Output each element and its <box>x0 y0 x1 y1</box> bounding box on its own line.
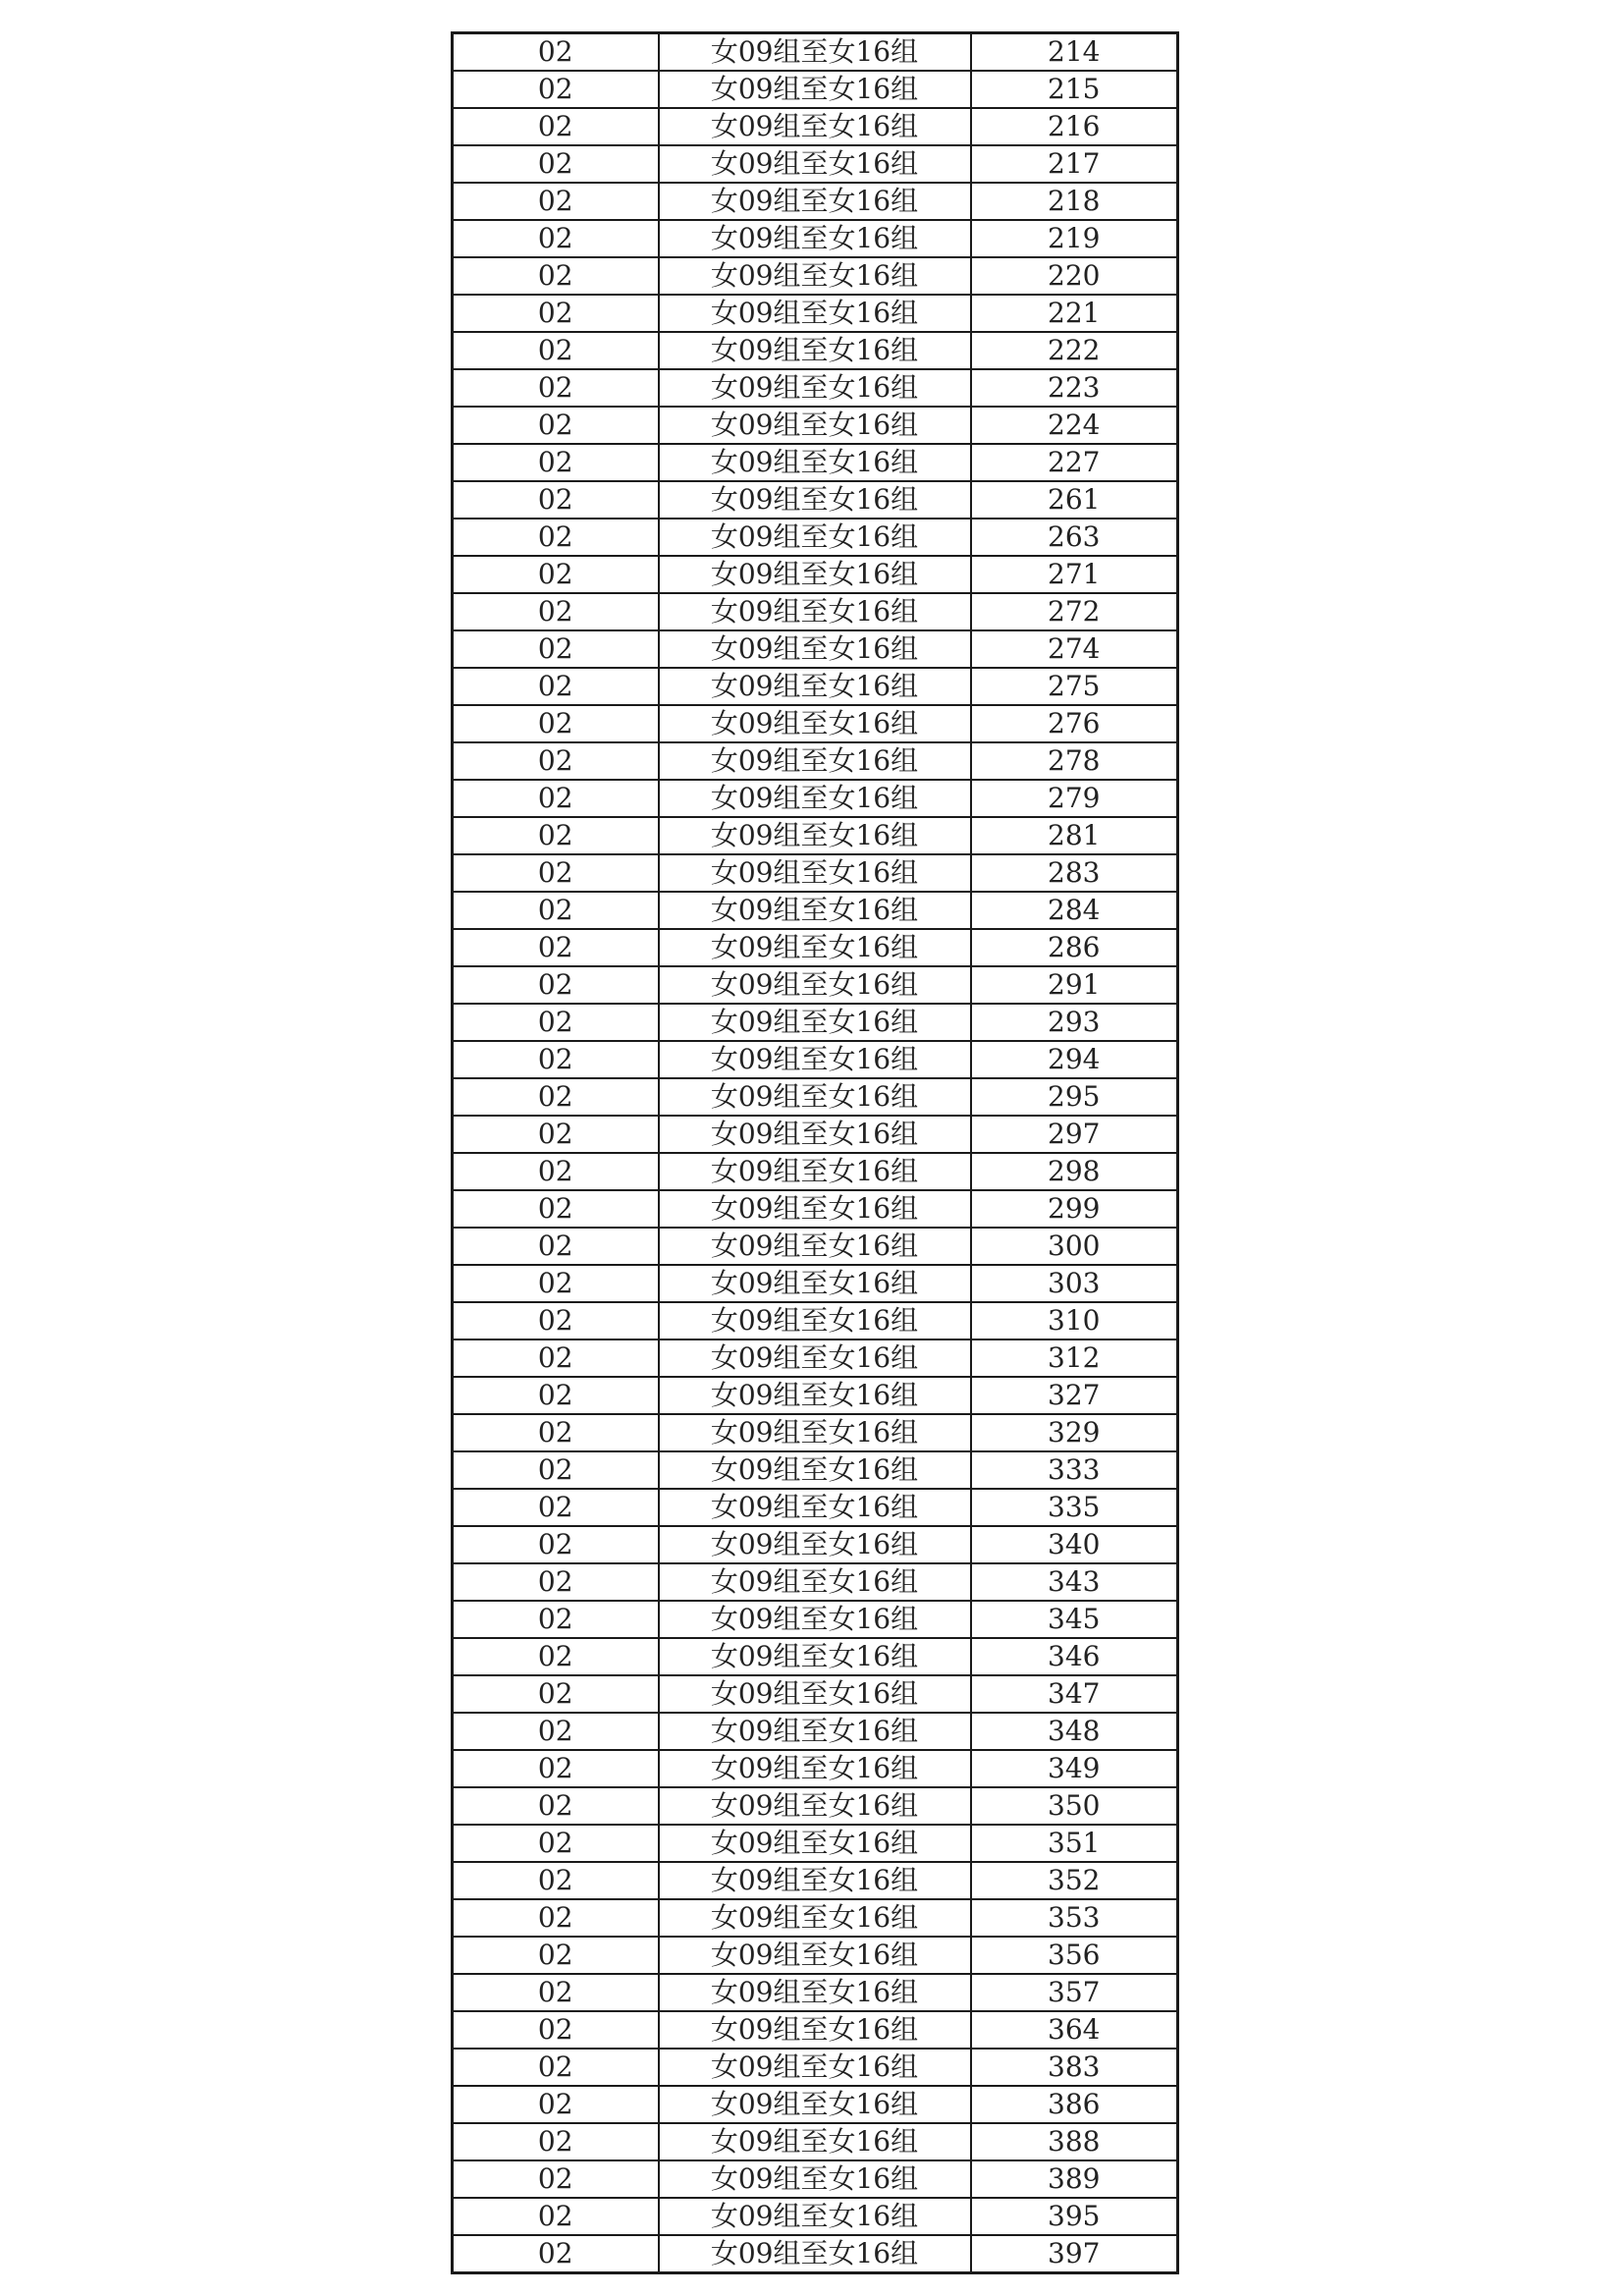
number-cell: 286 <box>971 929 1178 966</box>
group-code-cell: 02 <box>453 1713 659 1750</box>
group-range-cell: 女09组至女16组 <box>659 854 971 892</box>
table-row <box>453 519 1178 556</box>
group-code-cell: 02 <box>453 1228 659 1265</box>
group-range-cell: 女09组至女16组 <box>659 481 971 519</box>
table-row <box>453 1302 1178 1339</box>
number-cell: 383 <box>971 2049 1178 2086</box>
group-code-cell: 02 <box>453 2049 659 2086</box>
number-cell: 357 <box>971 1974 1178 2011</box>
table-row <box>453 1489 1178 1526</box>
table-row <box>453 1004 1178 1041</box>
group-code-cell: 02 <box>453 966 659 1004</box>
number-cell: 349 <box>971 1750 1178 1787</box>
number-cell: 224 <box>971 407 1178 444</box>
group-range-cell: 女09组至女16组 <box>659 1563 971 1601</box>
number-cell: 388 <box>971 2123 1178 2160</box>
group-code-cell: 02 <box>453 892 659 929</box>
table-row <box>453 1116 1178 1153</box>
group-code-cell: 02 <box>453 1116 659 1153</box>
number-cell: 345 <box>971 1601 1178 1638</box>
table-row <box>453 705 1178 742</box>
number-cell: 278 <box>971 742 1178 780</box>
table-row <box>453 1153 1178 1190</box>
table-row <box>453 2198 1178 2235</box>
group-code-cell: 02 <box>453 257 659 295</box>
table-row <box>453 556 1178 593</box>
group-range-cell: 女09组至女16组 <box>659 705 971 742</box>
number-cell: 218 <box>971 183 1178 220</box>
group-code-cell: 02 <box>453 1601 659 1638</box>
group-code-cell: 02 <box>453 444 659 481</box>
table-row <box>453 668 1178 705</box>
group-range-cell: 女09组至女16组 <box>659 1526 971 1563</box>
number-cell: 291 <box>971 966 1178 1004</box>
number-cell: 340 <box>971 1526 1178 1563</box>
table-body <box>453 33 1178 2273</box>
group-code-cell: 02 <box>453 929 659 966</box>
group-range-cell: 女09组至女16组 <box>659 33 971 72</box>
table-row <box>453 817 1178 854</box>
group-range-cell: 女09组至女16组 <box>659 1713 971 1750</box>
group-range-cell: 女09组至女16组 <box>659 1414 971 1451</box>
number-cell: 281 <box>971 817 1178 854</box>
number-cell: 215 <box>971 71 1178 108</box>
number-cell: 347 <box>971 1675 1178 1713</box>
group-range-cell: 女09组至女16组 <box>659 1190 971 1228</box>
number-cell: 312 <box>971 1339 1178 1377</box>
table-row <box>453 2123 1178 2160</box>
number-cell: 272 <box>971 593 1178 630</box>
number-cell: 351 <box>971 1825 1178 1862</box>
table-row <box>453 1862 1178 1899</box>
group-code-cell: 02 <box>453 1004 659 1041</box>
group-range-cell: 女09组至女16组 <box>659 108 971 145</box>
group-code-cell: 02 <box>453 1041 659 1078</box>
group-range-cell: 女09组至女16组 <box>659 2123 971 2160</box>
table-row <box>453 2086 1178 2123</box>
table-row <box>453 1228 1178 1265</box>
group-range-cell: 女09组至女16组 <box>659 630 971 668</box>
group-code-cell: 02 <box>453 1862 659 1899</box>
group-range-cell: 女09组至女16组 <box>659 556 971 593</box>
number-cell: 263 <box>971 519 1178 556</box>
group-range-cell: 女09组至女16组 <box>659 444 971 481</box>
table-row <box>453 369 1178 407</box>
group-range-cell: 女09组至女16组 <box>659 593 971 630</box>
table-row <box>453 966 1178 1004</box>
table-row <box>453 1265 1178 1302</box>
number-cell: 298 <box>971 1153 1178 1190</box>
number-cell: 348 <box>971 1713 1178 1750</box>
number-cell: 329 <box>971 1414 1178 1451</box>
group-range-cell: 女09组至女16组 <box>659 1974 971 2011</box>
group-range-cell: 女09组至女16组 <box>659 183 971 220</box>
number-cell: 327 <box>971 1377 1178 1414</box>
number-cell: 283 <box>971 854 1178 892</box>
data-table <box>451 31 1179 2274</box>
number-cell: 222 <box>971 332 1178 369</box>
group-range-cell: 女09组至女16组 <box>659 1601 971 1638</box>
number-cell: 350 <box>971 1787 1178 1825</box>
table-row <box>453 1377 1178 1414</box>
table-row <box>453 1974 1178 2011</box>
number-cell: 333 <box>971 1451 1178 1489</box>
group-range-cell: 女09组至女16组 <box>659 1339 971 1377</box>
group-range-cell: 女09组至女16组 <box>659 1787 971 1825</box>
group-code-cell: 02 <box>453 1526 659 1563</box>
group-code-cell: 02 <box>453 1489 659 1526</box>
group-code-cell: 02 <box>453 1451 659 1489</box>
group-code-cell: 02 <box>453 1190 659 1228</box>
group-code-cell: 02 <box>453 1638 659 1675</box>
number-cell: 297 <box>971 1116 1178 1153</box>
group-code-cell: 02 <box>453 145 659 183</box>
group-code-cell: 02 <box>453 2160 659 2198</box>
number-cell: 221 <box>971 295 1178 332</box>
group-code-cell: 02 <box>453 295 659 332</box>
table-row <box>453 2160 1178 2198</box>
table-row <box>453 2235 1178 2273</box>
group-range-cell: 女09组至女16组 <box>659 966 971 1004</box>
group-code-cell: 02 <box>453 1339 659 1377</box>
table-row <box>453 892 1178 929</box>
group-range-cell: 女09组至女16组 <box>659 220 971 257</box>
number-cell: 352 <box>971 1862 1178 1899</box>
group-code-cell: 02 <box>453 1414 659 1451</box>
group-code-cell: 02 <box>453 668 659 705</box>
group-code-cell: 02 <box>453 742 659 780</box>
number-cell: 274 <box>971 630 1178 668</box>
table-row <box>453 220 1178 257</box>
number-cell: 364 <box>971 2011 1178 2049</box>
table-row <box>453 407 1178 444</box>
table-row <box>453 71 1178 108</box>
group-code-cell: 02 <box>453 2011 659 2049</box>
number-cell: 346 <box>971 1638 1178 1675</box>
table-row <box>453 742 1178 780</box>
table-row <box>453 1750 1178 1787</box>
table-row <box>453 593 1178 630</box>
group-code-cell: 02 <box>453 1265 659 1302</box>
table-row <box>453 1638 1178 1675</box>
group-range-cell: 女09组至女16组 <box>659 1116 971 1153</box>
group-code-cell: 02 <box>453 1153 659 1190</box>
number-cell: 389 <box>971 2160 1178 2198</box>
group-code-cell: 02 <box>453 556 659 593</box>
number-cell: 356 <box>971 1937 1178 1974</box>
group-code-cell: 02 <box>453 1563 659 1601</box>
table-row <box>453 780 1178 817</box>
table-row <box>453 1078 1178 1116</box>
group-range-cell: 女09组至女16组 <box>659 817 971 854</box>
table-row <box>453 1675 1178 1713</box>
number-cell: 220 <box>971 257 1178 295</box>
table-row <box>453 1414 1178 1451</box>
number-cell: 303 <box>971 1265 1178 1302</box>
number-cell: 299 <box>971 1190 1178 1228</box>
table-row <box>453 481 1178 519</box>
group-range-cell: 女09组至女16组 <box>659 332 971 369</box>
group-code-cell: 02 <box>453 220 659 257</box>
group-range-cell: 女09组至女16组 <box>659 1041 971 1078</box>
table-row <box>453 1601 1178 1638</box>
group-range-cell: 女09组至女16组 <box>659 145 971 183</box>
group-code-cell: 02 <box>453 2235 659 2273</box>
table-row <box>453 145 1178 183</box>
group-code-cell: 02 <box>453 1825 659 1862</box>
group-code-cell: 02 <box>453 593 659 630</box>
number-cell: 335 <box>971 1489 1178 1526</box>
group-code-cell: 02 <box>453 1078 659 1116</box>
number-cell: 343 <box>971 1563 1178 1601</box>
number-cell: 310 <box>971 1302 1178 1339</box>
table-row <box>453 1899 1178 1937</box>
group-range-cell: 女09组至女16组 <box>659 2235 971 2273</box>
group-code-cell: 02 <box>453 1675 659 1713</box>
group-range-cell: 女09组至女16组 <box>659 1078 971 1116</box>
group-code-cell: 02 <box>453 1302 659 1339</box>
number-cell: 397 <box>971 2235 1178 2273</box>
group-code-cell: 02 <box>453 1974 659 2011</box>
group-range-cell: 女09组至女16组 <box>659 1265 971 1302</box>
group-code-cell: 02 <box>453 817 659 854</box>
number-cell: 386 <box>971 2086 1178 2123</box>
table-row <box>453 1563 1178 1601</box>
group-range-cell: 女09组至女16组 <box>659 1638 971 1675</box>
group-code-cell: 02 <box>453 854 659 892</box>
group-code-cell: 02 <box>453 1377 659 1414</box>
number-cell: 223 <box>971 369 1178 407</box>
number-cell: 219 <box>971 220 1178 257</box>
group-range-cell: 女09组至女16组 <box>659 1825 971 1862</box>
table-row <box>453 2049 1178 2086</box>
table-row <box>453 929 1178 966</box>
number-cell: 227 <box>971 444 1178 481</box>
group-range-cell: 女09组至女16组 <box>659 1937 971 1974</box>
table-row <box>453 1339 1178 1377</box>
group-range-cell: 女09组至女16组 <box>659 1862 971 1899</box>
group-code-cell: 02 <box>453 183 659 220</box>
number-cell: 275 <box>971 668 1178 705</box>
group-code-cell: 02 <box>453 332 659 369</box>
group-range-cell: 女09组至女16组 <box>659 257 971 295</box>
group-code-cell: 02 <box>453 1937 659 1974</box>
group-range-cell: 女09组至女16组 <box>659 742 971 780</box>
table-row <box>453 1825 1178 1862</box>
table-row <box>453 332 1178 369</box>
group-range-cell: 女09组至女16组 <box>659 295 971 332</box>
group-range-cell: 女09组至女16组 <box>659 2198 971 2235</box>
number-cell: 353 <box>971 1899 1178 1937</box>
table-row <box>453 33 1178 72</box>
group-range-cell: 女09组至女16组 <box>659 1153 971 1190</box>
group-code-cell: 02 <box>453 780 659 817</box>
group-range-cell: 女09组至女16组 <box>659 71 971 108</box>
table-row <box>453 854 1178 892</box>
number-cell: 284 <box>971 892 1178 929</box>
group-range-cell: 女09组至女16组 <box>659 1302 971 1339</box>
group-code-cell: 02 <box>453 519 659 556</box>
group-range-cell: 女09组至女16组 <box>659 1750 971 1787</box>
group-range-cell: 女09组至女16组 <box>659 519 971 556</box>
group-range-cell: 女09组至女16组 <box>659 407 971 444</box>
group-code-cell: 02 <box>453 33 659 72</box>
group-code-cell: 02 <box>453 2123 659 2160</box>
group-code-cell: 02 <box>453 705 659 742</box>
number-cell: 279 <box>971 780 1178 817</box>
group-range-cell: 女09组至女16组 <box>659 2160 971 2198</box>
group-range-cell: 女09组至女16组 <box>659 1899 971 1937</box>
group-range-cell: 女09组至女16组 <box>659 668 971 705</box>
group-code-cell: 02 <box>453 369 659 407</box>
group-range-cell: 女09组至女16组 <box>659 780 971 817</box>
group-range-cell: 女09组至女16组 <box>659 892 971 929</box>
table-row <box>453 630 1178 668</box>
table-row <box>453 444 1178 481</box>
number-cell: 395 <box>971 2198 1178 2235</box>
group-range-cell: 女09组至女16组 <box>659 929 971 966</box>
number-cell: 261 <box>971 481 1178 519</box>
number-cell: 217 <box>971 145 1178 183</box>
group-range-cell: 女09组至女16组 <box>659 2011 971 2049</box>
table-row <box>453 1937 1178 1974</box>
table-row <box>453 108 1178 145</box>
table-row <box>453 1787 1178 1825</box>
table-row <box>453 295 1178 332</box>
group-code-cell: 02 <box>453 481 659 519</box>
table-row <box>453 1190 1178 1228</box>
number-cell: 294 <box>971 1041 1178 1078</box>
number-cell: 300 <box>971 1228 1178 1265</box>
table-row <box>453 183 1178 220</box>
number-cell: 214 <box>971 33 1178 72</box>
group-code-cell: 02 <box>453 1750 659 1787</box>
number-cell: 276 <box>971 705 1178 742</box>
group-range-cell: 女09组至女16组 <box>659 1489 971 1526</box>
group-range-cell: 女09组至女16组 <box>659 2086 971 2123</box>
table-row <box>453 1451 1178 1489</box>
group-code-cell: 02 <box>453 2086 659 2123</box>
group-range-cell: 女09组至女16组 <box>659 2049 971 2086</box>
table-row <box>453 257 1178 295</box>
group-code-cell: 02 <box>453 2198 659 2235</box>
group-code-cell: 02 <box>453 630 659 668</box>
group-code-cell: 02 <box>453 1787 659 1825</box>
number-cell: 293 <box>971 1004 1178 1041</box>
table-row <box>453 1526 1178 1563</box>
number-cell: 295 <box>971 1078 1178 1116</box>
group-range-cell: 女09组至女16组 <box>659 1675 971 1713</box>
number-cell: 216 <box>971 108 1178 145</box>
table-row <box>453 1713 1178 1750</box>
group-range-cell: 女09组至女16组 <box>659 1451 971 1489</box>
group-range-cell: 女09组至女16组 <box>659 1377 971 1414</box>
group-range-cell: 女09组至女16组 <box>659 369 971 407</box>
group-code-cell: 02 <box>453 71 659 108</box>
group-range-cell: 女09组至女16组 <box>659 1228 971 1265</box>
group-range-cell: 女09组至女16组 <box>659 1004 971 1041</box>
group-code-cell: 02 <box>453 407 659 444</box>
table-row <box>453 2011 1178 2049</box>
group-code-cell: 02 <box>453 108 659 145</box>
group-code-cell: 02 <box>453 1899 659 1937</box>
number-cell: 271 <box>971 556 1178 593</box>
table-row <box>453 1041 1178 1078</box>
